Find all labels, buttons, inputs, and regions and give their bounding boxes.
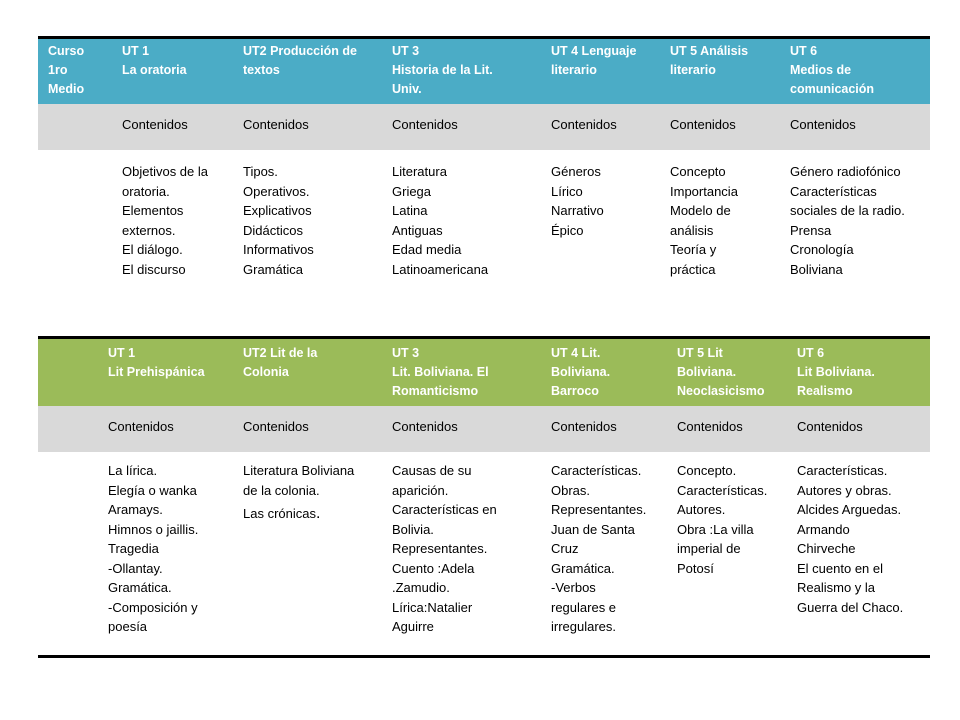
- bottom-header-ut5: UT 5 Lit Boliviana. Neoclasicismo: [677, 346, 765, 398]
- bottom-sub-label-1: Contenidos: [108, 419, 174, 434]
- top-cell-ut6: Género radiofónico Características sociales de la radio. Prensa Cronología Boliviana: [790, 164, 905, 277]
- top-header-ut1: UT 1 La oratoria: [122, 44, 187, 77]
- top-header-ut3: UT 3 Historia de la Lit. Univ.: [392, 44, 493, 96]
- bottom-header-ut3: UT 3 Lit. Boliviana. El Romanticismo: [392, 346, 489, 398]
- top-cell-ut5: Concepto Importancia Modelo de análisis Teoría y práctica: [670, 164, 738, 277]
- bottom-cell-ut3: Causas de su aparición. Características en Bolivia. Representantes. Cuento :Adela .Zamudio. Lírica:Natalier Aguirre: [392, 463, 497, 634]
- bottom-sub-label-4: Contenidos: [551, 419, 617, 434]
- top-sub-label-6: Contenidos: [790, 117, 856, 132]
- top-sub-label-5: Contenidos: [670, 117, 736, 132]
- bottom-header-ut6: UT 6 Lit Boliviana. Realismo: [797, 346, 875, 398]
- bottom-sub-label-5: Contenidos: [677, 419, 743, 434]
- bottom-header-top-rule: [38, 336, 930, 339]
- bottom-cell-ut5: Concepto. Características. Autores. Obra :La villa imperial de Potosí: [677, 463, 768, 576]
- top-sub-label-3: Contenidos: [392, 117, 458, 132]
- bottom-cell-ut6: Características. Autores y obras. Alcides Arguedas. Armando Chirveche El cuento en el Realismo y la Guerra del Chaco.: [797, 463, 904, 615]
- top-header-ut5: UT 5 Análisis literario: [670, 44, 749, 77]
- top-cell-ut3: Literatura Griega Latina Antiguas Edad media Latinoamericana: [392, 164, 489, 277]
- top-sub-label-4: Contenidos: [551, 117, 617, 132]
- top-header-ut6: UT 6 Medios de comunicación: [790, 44, 875, 96]
- bottom-sub-label-3: Contenidos: [392, 419, 458, 434]
- top-sub-label-2: Contenidos: [243, 117, 309, 132]
- bottom-sub-label-6: Contenidos: [797, 419, 863, 434]
- top-cell-ut2: Tipos. Operativos. Explicativos Didácticos Informativos Gramática: [243, 164, 314, 277]
- bottom-table-bottom-rule: [38, 655, 930, 658]
- bottom-header-ut1: UT 1 Lit Prehispánica: [108, 346, 205, 379]
- bottom-sub-label-2: Contenidos: [243, 419, 309, 434]
- bottom-header-ut2: UT2 Lit de la Colonia: [243, 346, 318, 379]
- cronicas-period: .: [315, 505, 321, 522]
- top-header-top-rule: [38, 36, 930, 39]
- bottom-cell-ut2-cronicas: [243, 504, 385, 524]
- top-header-ut4: UT 4 Lenguaje literario: [551, 44, 637, 77]
- bottom-cell-ut1: La lírica. Elegía o wanka Aramays. Himnos o jaillis. Tragedia -Ollantay. Gramática. -Composición y poesía: [108, 463, 199, 634]
- bottom-cell-ut2: Literatura Boliviana de la colonia.: [243, 463, 355, 498]
- top-sub-label-1: Contenidos: [122, 117, 188, 132]
- cronicas-label: Las crónicas: [243, 506, 316, 521]
- top-corner-course: Curso 1ro Medio: [48, 44, 85, 96]
- bottom-header-ut4: UT 4 Lit. Boliviana. Barroco: [551, 346, 611, 398]
- bottom-cell-ut4: Características. Obras. Representantes. Juan de Santa Cruz Gramática. -Verbos regulares e irregulares.: [551, 463, 647, 634]
- top-header-ut2: UT2 Producción de textos: [243, 44, 357, 77]
- top-cell-ut1: Objetivos de la oratoria. Elementos externos. El diálogo. El discurso: [122, 164, 208, 277]
- top-cell-ut4: Géneros Lírico Narrativo Épico: [551, 164, 604, 238]
